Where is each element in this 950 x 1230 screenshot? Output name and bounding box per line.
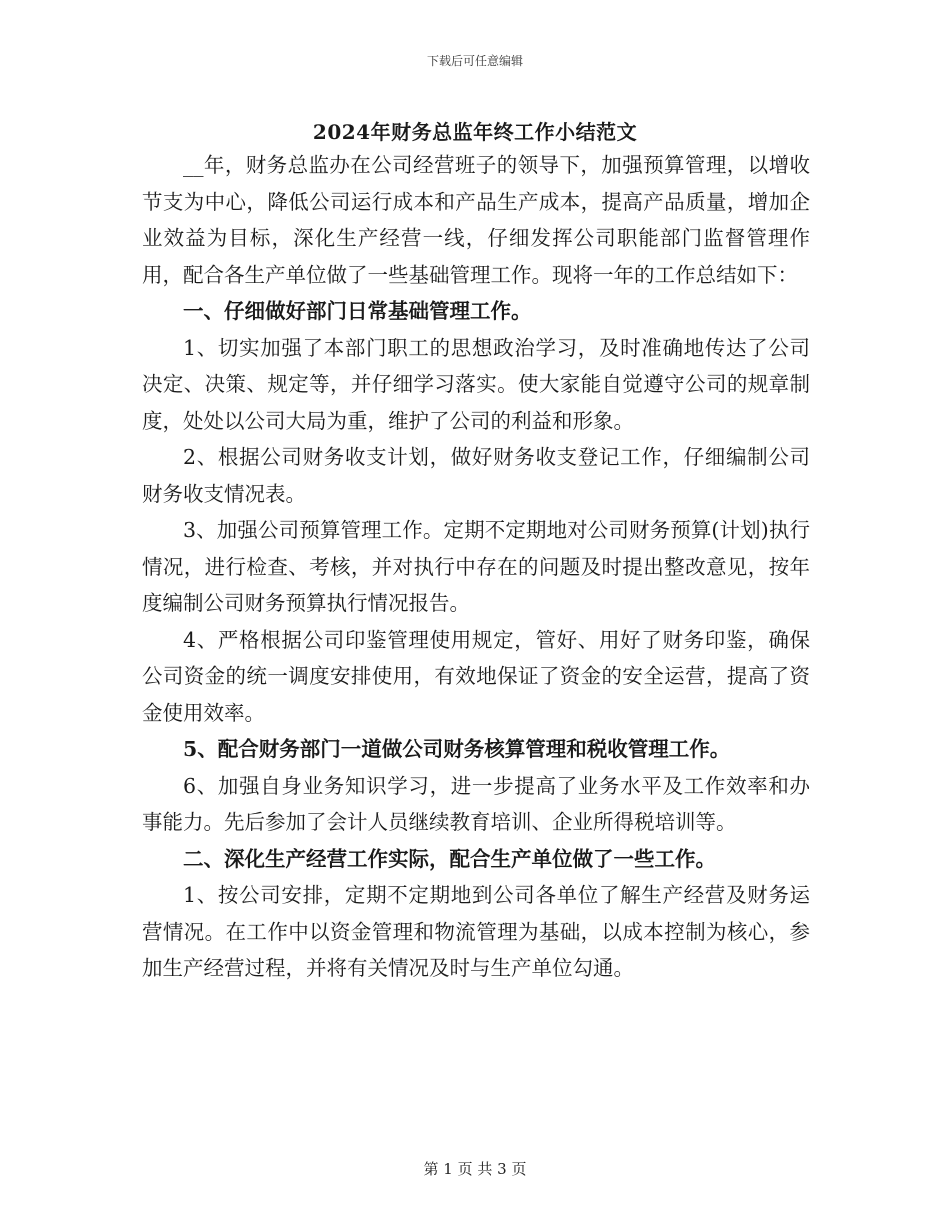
paragraph-item: 2、根据公司财务收支计划，做好财务收支登记工作，仔细编制公司财务收支情况表。 bbox=[142, 445, 810, 506]
paragraph-item: 1、切实加强了本部门职工的思想政治学习，及时准确地传达了公司决定、决策、规定等，并仔细学习落实。使大家能自觉遵守公司的规章制度，处处以公司大局为重，维护了公司的利益和形象。 bbox=[142, 335, 810, 433]
paragraph-item: 3、加强公司预算管理工作。定期不定期地对公司财务预算(计划)执行情况，进行检查、考核，并对执行中存在的问题及时提出整改意见，按年度编制公司财务预算执行情况报告。 bbox=[142, 518, 810, 615]
section-heading-1: 一、仔细做好部门日常基础管理工作。 bbox=[183, 299, 532, 323]
paragraph-intro: __年，财务总监办在公司经营班子的领导下，加强预算管理，以增收节支为中心，降低公司运行成本和产品生产成本，提高产品质量，增加企业效益为目标，深化生产经营一线，仔细发挥公司职能部门监督管理作用，配合各生产单位做了一些基础管理工作。现将一年的工作总结如下： bbox=[142, 153, 810, 287]
section-heading-2: 二、深化生产经营工作实际，配合生产单位做了一些工作。 bbox=[183, 846, 716, 871]
paragraph-item-bold: 5、配合财务部门一道做公司财务核算管理和税收管理工作。 bbox=[183, 737, 731, 761]
paragraph-item: 4、严格根据公司印鉴管理使用规定，管好、用好了财务印鉴，确保公司资金的统一调度安排使用，有效地保证了资金的安全运营，提高了资金使用效率。 bbox=[142, 627, 810, 725]
paragraph-item: 1、按公司安排，定期不定期地到公司各单位了解生产经营及财务运营情况。在工作中以资金管理和物流管理为基础，以成本控制为核心，参加生产经营过程，并将有关情况及时与生产单位勾通。 bbox=[142, 883, 810, 980]
paragraph-item: 6、加强自身业务知识学习，进一步提高了业务水平及工作效率和办事能力。先后参加了会计人员继续教育培训、企业所得税培训等。 bbox=[142, 773, 810, 834]
page-footer: 第 1 页 共 3 页 bbox=[423, 1160, 527, 1178]
document-title: 2024年财务总监年终工作小结范文 bbox=[312, 120, 638, 144]
header-note: 下载后可任意编辑 bbox=[426, 54, 523, 68]
document-body bbox=[142, 147, 810, 987]
